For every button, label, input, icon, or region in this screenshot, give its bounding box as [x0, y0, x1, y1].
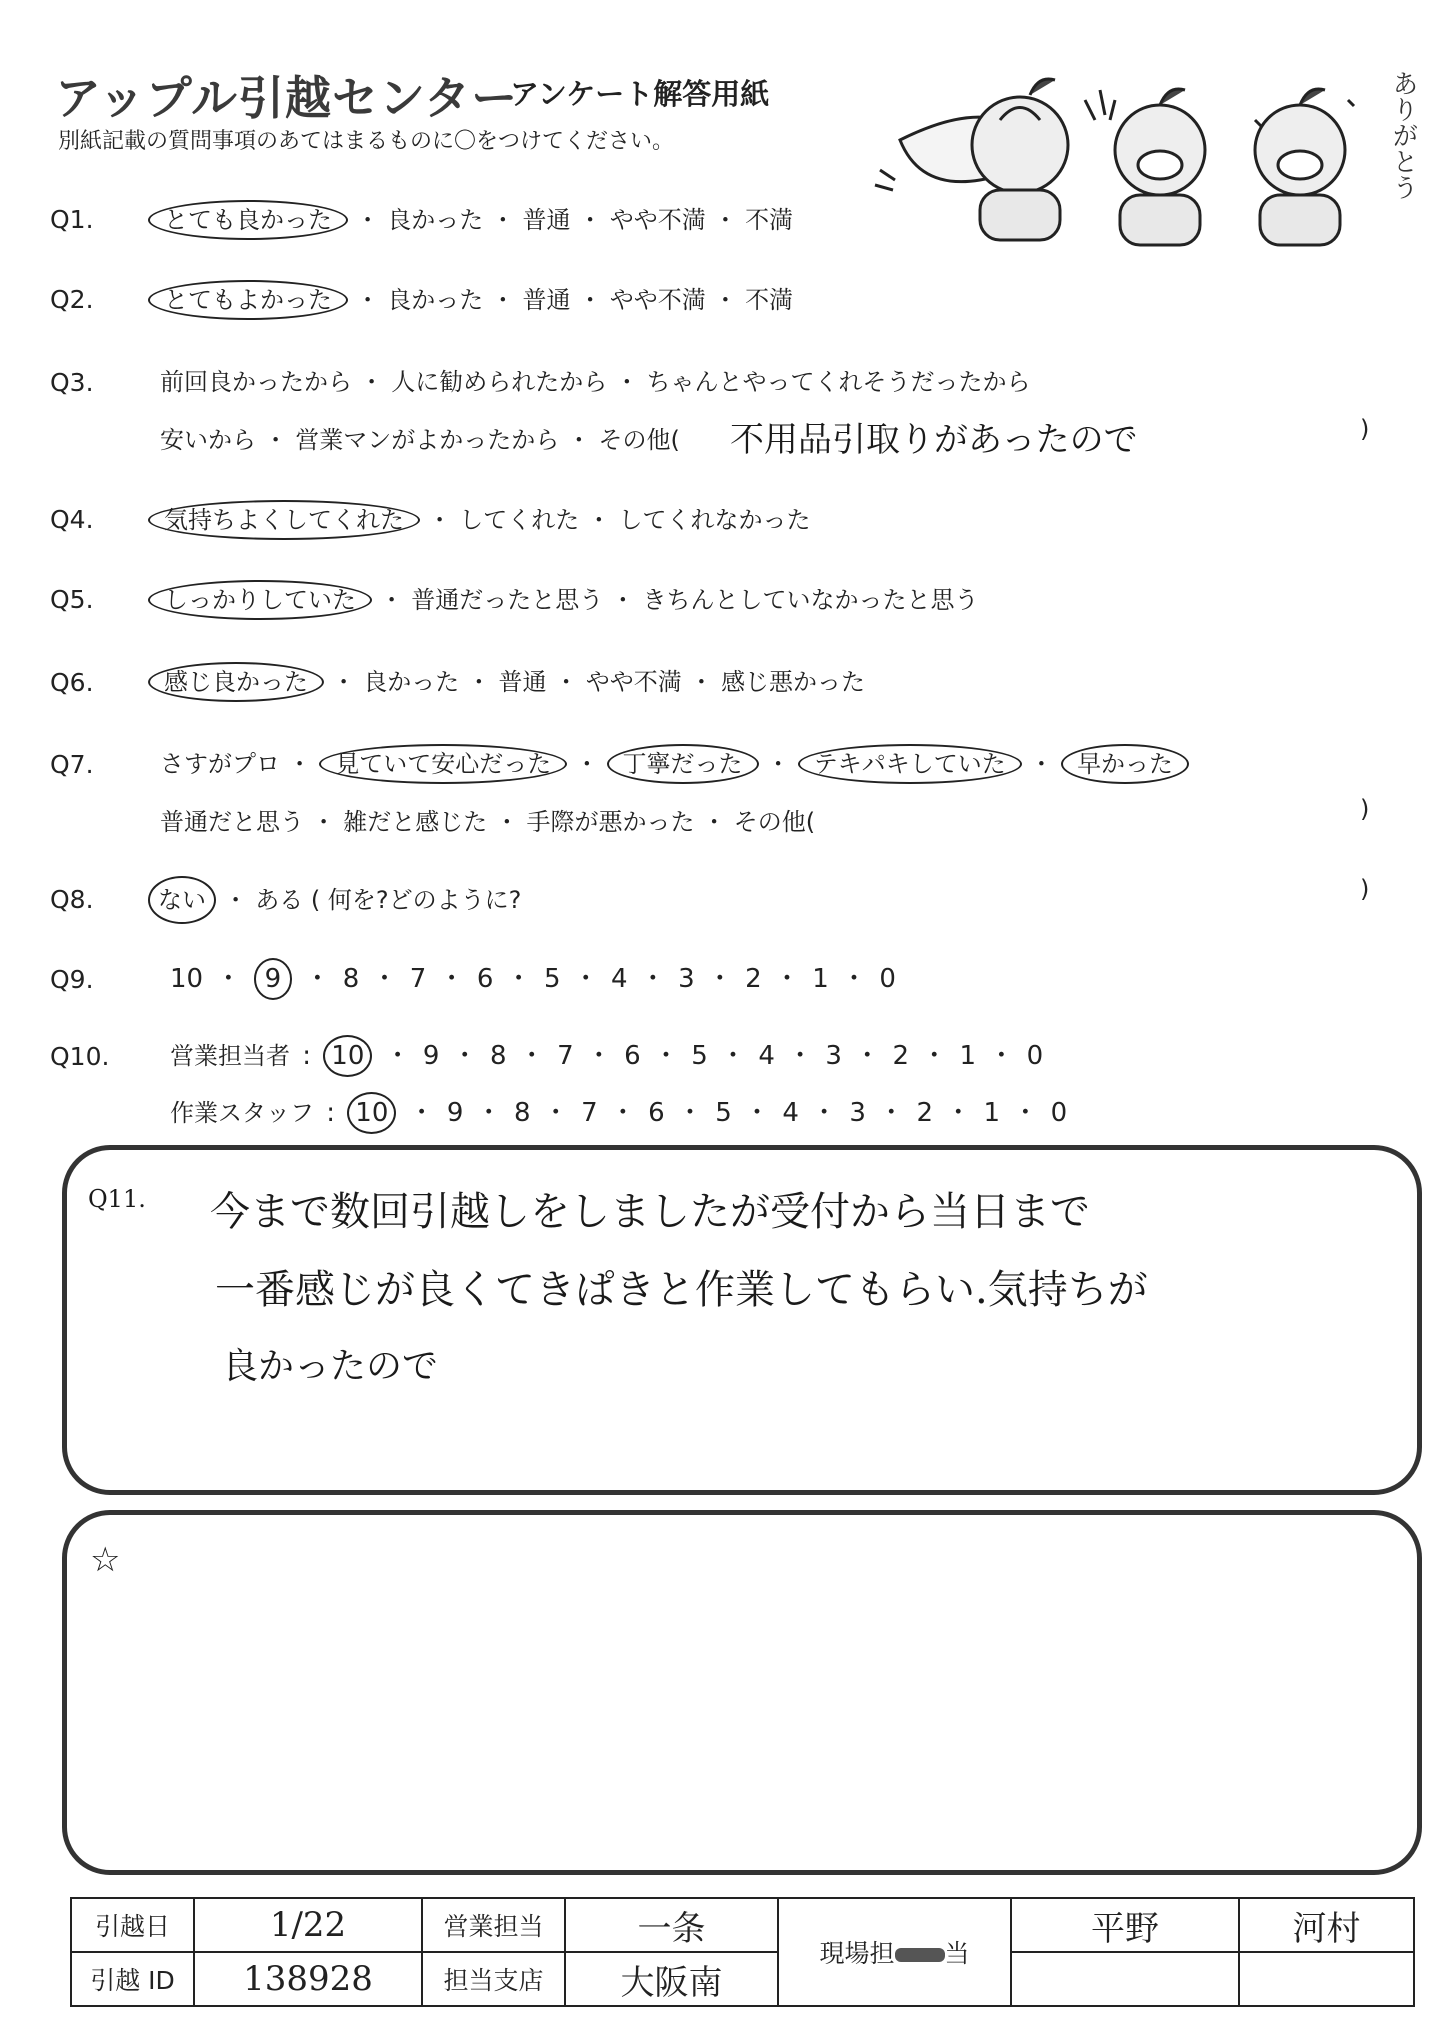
q1-option-1-selected[interactable]: とても良かった: [148, 200, 348, 240]
q1-option-5[interactable]: 不満: [745, 206, 794, 234]
q9-score-4[interactable]: 4: [611, 964, 628, 994]
q6-option-5[interactable]: 感じ悪かった: [721, 668, 866, 696]
q4-label: Q4.: [50, 505, 94, 534]
footer-info-table: [70, 1897, 1415, 2007]
q1-options: とても良かった ・ 良かった ・ 普通 ・ やや不満 ・ 不満: [148, 200, 793, 235]
q9-score-9-selected[interactable]: 9: [254, 958, 293, 1000]
move-date-label: 引越日: [71, 1898, 194, 1952]
q11-answer-line3: 良かったので: [222, 1346, 439, 1387]
q8-label: Q8.: [50, 885, 94, 914]
branch-label: 担当支店: [422, 1952, 565, 2006]
sales-label: 営業担当: [422, 1898, 565, 1952]
move-date-value[interactable]: 1/22: [194, 1898, 422, 1952]
q8-close-paren: ): [1360, 875, 1370, 903]
q5-option-1-selected[interactable]: しっかりしていた: [148, 580, 372, 620]
instruction-text: 別紙記載の質問事項のあてはまるものに〇をつけてください。: [58, 129, 675, 154]
q4-option-3[interactable]: してくれなかった: [618, 506, 811, 534]
q6-option-4[interactable]: やや不満: [585, 668, 682, 696]
q1-label: Q1.: [50, 205, 94, 234]
q6-option-2[interactable]: 良かった: [363, 668, 460, 696]
q10-staff-score-10-selected[interactable]: 10: [347, 1092, 396, 1134]
q3-close-paren: ): [1360, 415, 1370, 443]
q7-option-6[interactable]: 普通だと思う: [160, 808, 304, 836]
q7-option-1[interactable]: さすがプロ: [160, 750, 280, 778]
q8-option-2[interactable]: ある ( 何を?どのように?: [255, 886, 522, 914]
q9-score-2[interactable]: 2: [745, 964, 762, 994]
q9-score-1[interactable]: 1: [812, 964, 829, 994]
branch-value[interactable]: 大阪南: [565, 1952, 778, 2006]
q10-staff-score-3[interactable]: 3: [849, 1098, 866, 1128]
q10-sales-score-8[interactable]: 8: [490, 1041, 507, 1071]
q6-option-1-selected[interactable]: 感じ良かった: [148, 662, 324, 702]
q1-option-2[interactable]: 良かった: [387, 206, 484, 234]
q1-option-3[interactable]: 普通: [522, 206, 571, 234]
q9-score-3[interactable]: 3: [678, 964, 695, 994]
site-staff-4-empty[interactable]: [1239, 1952, 1414, 2006]
q6-option-3[interactable]: 普通: [498, 668, 547, 696]
q10-sales-score-1[interactable]: 1: [959, 1041, 977, 1071]
q7-option-9[interactable]: その他(: [733, 808, 816, 836]
mascot-illustration: [870, 60, 1430, 250]
q7-line1: さすがプロ ・ 見ていて安心だった ・ 丁寧だった ・ テキパキしていた ・ 早かった: [160, 744, 1189, 779]
q2-label: Q2.: [50, 285, 94, 314]
q9-score-5[interactable]: 5: [543, 964, 561, 994]
q3-option-2[interactable]: 人に勧められたから: [391, 368, 608, 396]
q9-score-8[interactable]: 8: [342, 964, 360, 994]
q10-staff-score-7[interactable]: 7: [581, 1098, 598, 1128]
q2-option-3[interactable]: 普通: [522, 286, 571, 314]
q10-sales-score-5[interactable]: 5: [691, 1041, 708, 1071]
q8-option-1-selected[interactable]: ない: [148, 876, 216, 924]
q6-options: 感じ良かった ・ 良かった ・ 普通 ・ やや不満 ・ 感じ悪かった: [148, 662, 865, 697]
site-staff-1[interactable]: 平野: [1011, 1898, 1239, 1952]
q7-option-8[interactable]: 手際が悪かった: [526, 808, 695, 836]
q5-option-3[interactable]: きちんとしていなかったと思う: [642, 586, 979, 614]
q2-options: とてもよかった ・ 良かった ・ 普通 ・ やや不満 ・ 不満: [148, 280, 793, 315]
q8-options: ない ・ ある ( 何を?どのように?: [148, 880, 521, 915]
redaction-mark: [895, 1948, 945, 1962]
q11-label: Q11.: [88, 1185, 146, 1213]
q4-options: 気持ちよくしてくれた ・ してくれた ・ してくれなかった: [148, 500, 811, 535]
q10-sales-score-3[interactable]: 3: [825, 1041, 842, 1071]
q2-option-1-selected[interactable]: とてもよかった: [148, 280, 348, 320]
site-staff-2[interactable]: 河村: [1239, 1898, 1414, 1952]
q7-option-4-selected[interactable]: テキパキしていた: [798, 744, 1022, 784]
q4-option-1-selected[interactable]: 気持ちよくしてくれた: [148, 500, 420, 540]
q5-label: Q5.: [50, 585, 94, 614]
q10-sales-score-2[interactable]: 2: [892, 1041, 910, 1071]
q11-answer-line1: 今まで数回引越しをしましたが受付から当日まで: [210, 1189, 1090, 1235]
q10-staff-label: 作業スタッフ: [170, 1099, 314, 1127]
q10-sales-score-6[interactable]: 6: [624, 1041, 641, 1071]
site-label-b: 当: [944, 1939, 970, 1968]
q3-option-3[interactable]: ちゃんとやってくれそうだったから: [646, 368, 1031, 396]
q3-other-answer[interactable]: 不用品引取りがあったので: [730, 420, 1138, 460]
q3-option-4[interactable]: 安いから: [160, 426, 256, 454]
q2-option-4[interactable]: やや不満: [609, 286, 706, 314]
q10-sales-score-10-selected[interactable]: 10: [323, 1035, 372, 1077]
form-subtitle: アンケート解答用紙: [510, 77, 770, 111]
q9-score-10[interactable]: 10: [170, 964, 204, 994]
site-label-a: 現場担: [819, 1939, 895, 1968]
q7-option-3-selected[interactable]: 丁寧だった: [607, 744, 759, 784]
q10-sales-label: 営業担当者: [170, 1042, 290, 1070]
q7-label: Q7.: [50, 750, 94, 779]
q10-staff-row: 作業スタッフ : 10 ・ 9 ・ 8 ・ 7 ・ 6 ・ 5 ・ 4 ・ 3 ・ 2 ・ 1 ・ 0: [170, 1092, 1067, 1129]
q10-staff-score-6[interactable]: 6: [648, 1098, 665, 1128]
q10-staff-score-8[interactable]: 8: [514, 1098, 531, 1128]
q5-options: しっかりしていた ・ 普通だったと思う ・ きちんとしていなかったと思う: [148, 580, 979, 615]
q7-close-paren: ): [1360, 795, 1370, 823]
q10-sales-score-9[interactable]: 9: [422, 1041, 440, 1071]
q7-option-7[interactable]: 雑だと感じた: [343, 808, 488, 836]
site-staff-label: [778, 1898, 1011, 2006]
q7-option-5-selected[interactable]: 早かった: [1061, 744, 1189, 784]
q3-line2: 安いから ・ 営業マンがよかったから ・ その他(: [160, 426, 680, 454]
q10-sales-score-4[interactable]: 4: [758, 1041, 775, 1071]
q10-staff-score-0[interactable]: 0: [1050, 1098, 1068, 1128]
star-icon: ☆: [90, 1540, 121, 1580]
q7-line2: 普通だと思う ・ 雑だと感じた ・ 手際が悪かった ・ その他(: [160, 808, 816, 836]
q3-line1: 前回良かったから ・ 人に勧められたから ・ ちゃんとやってくれそうだったから: [160, 368, 1031, 396]
q3-label: Q3.: [50, 368, 94, 397]
q9-scale: 10 ・ 9 ・ 8 ・ 7 ・ 6 ・ 5 ・ 4 ・ 3 ・ 2 ・ 1 ・ 0: [170, 958, 896, 995]
q10-sales-score-0[interactable]: 0: [1026, 1041, 1044, 1071]
q7-option-2-selected[interactable]: 見ていて安心だった: [319, 744, 567, 784]
q2-option-5[interactable]: 不満: [745, 286, 794, 314]
q9-score-0[interactable]: 0: [879, 964, 896, 994]
move-id-label: 引越 ID: [71, 1952, 194, 2006]
q3-option-5[interactable]: 営業マンがよかったから: [295, 426, 560, 454]
q9-label: Q9.: [50, 965, 94, 994]
q1-option-4[interactable]: やや不満: [609, 206, 706, 234]
q9-score-7[interactable]: 7: [409, 964, 427, 994]
q10-label: Q10.: [50, 1042, 110, 1071]
q9-score-6[interactable]: 6: [476, 964, 494, 994]
q10-sales-row: 営業担当者 : 10 ・ 9 ・ 8 ・ 7 ・ 6 ・ 5 ・ 4 ・ 3 ・ 2 ・ 1 ・ 0: [170, 1035, 1043, 1072]
thanks-text: ありがとう: [1388, 70, 1418, 200]
sales-value[interactable]: 一条: [565, 1898, 778, 1952]
q10-staff-score-2[interactable]: 2: [916, 1098, 934, 1128]
move-id-value[interactable]: 138928: [194, 1952, 422, 2006]
q6-label: Q6.: [50, 668, 94, 697]
q10-staff-score-9[interactable]: 9: [446, 1098, 464, 1128]
q11-answer-line2: 一番感じが良くてきぱきと作業してもらい.気持ちが: [215, 1267, 1148, 1313]
q2-option-2[interactable]: 良かった: [387, 286, 484, 314]
q4-option-2[interactable]: してくれた: [459, 506, 580, 534]
q5-option-2[interactable]: 普通だったと思う: [411, 586, 604, 614]
star-comment-box[interactable]: [62, 1510, 1422, 1875]
q3-option-1[interactable]: 前回良かったから: [160, 368, 352, 396]
company-title: アップル引越センター: [55, 71, 519, 125]
q10-staff-score-5[interactable]: 5: [715, 1098, 732, 1128]
q10-staff-score-4[interactable]: 4: [782, 1098, 799, 1128]
q3-option-6[interactable]: その他(: [598, 426, 680, 454]
site-staff-3-empty[interactable]: [1011, 1952, 1239, 2006]
q10-sales-score-7[interactable]: 7: [557, 1041, 574, 1071]
q10-staff-score-1[interactable]: 1: [983, 1098, 1001, 1128]
